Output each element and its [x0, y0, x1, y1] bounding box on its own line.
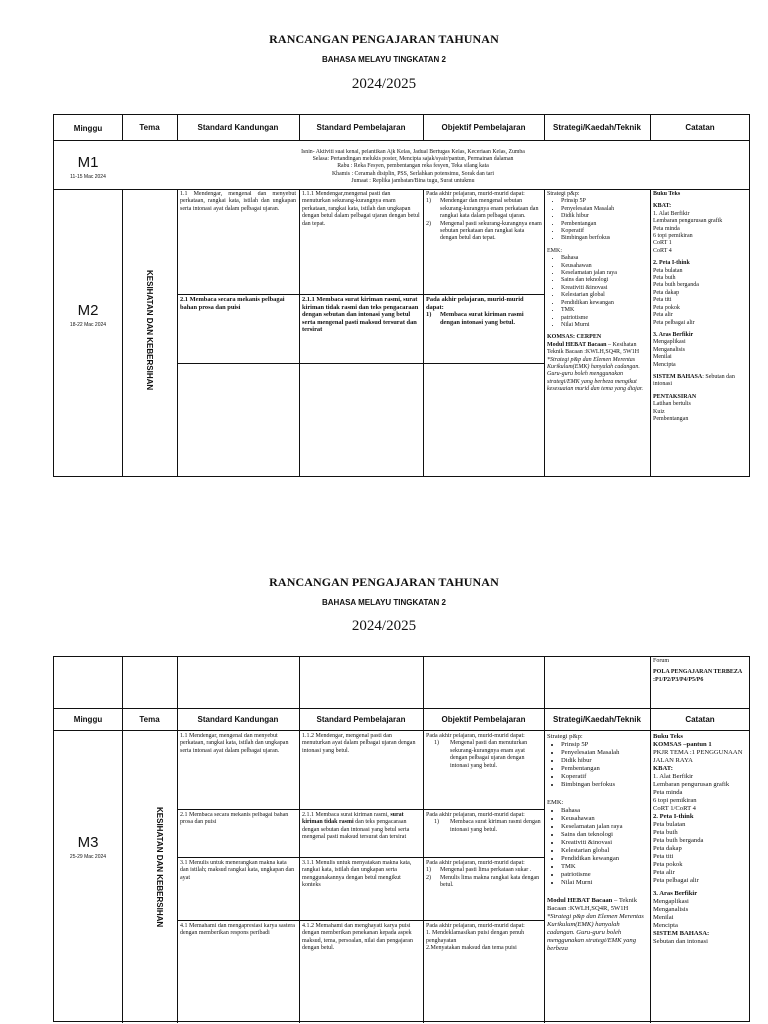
strategi-item: • Penyelesaian Masalah: [561, 749, 648, 757]
op-item: 1. Mendeklamasikan puisi dengan penuh penghayatan: [426, 930, 525, 944]
col-header-tema: Tema: [139, 123, 160, 132]
sistem-bahasa-label: SISTEM BAHASA:: [653, 930, 710, 937]
peta-item: Peta pokok: [653, 861, 683, 868]
op-intro: Pada akhir pelajaran, murid-murid dapat:: [426, 296, 524, 311]
col-header-catatan: Catatan: [685, 715, 715, 724]
m3-sk-2: 2.1 Membaca secara mekanis pelbagai bahan prosa dan puisi: [180, 812, 289, 826]
strategi-item: • Pembentangan: [561, 221, 648, 228]
emk-item: • Nilai Murni: [561, 322, 648, 329]
page-year: 2024/2025: [351, 76, 417, 92]
week-dates-m2: 18-22 Mac 2024: [69, 322, 107, 328]
emk-item: • Pendidikan kewangan: [561, 855, 648, 863]
m2-sp-2: 2.1.1 Membaca surat kiriman rasmi, surat kiriman tidak rasmi dan teks pengacaraan dengan sebutan dan intonasi yang betul serta mengenal pasti maksud tersurat dan tersirat: [302, 296, 419, 334]
peta-item: Peta bulatan: [653, 821, 686, 828]
modul-theme: – Kesihatan: [606, 341, 637, 348]
m3-catatan: [653, 733, 749, 1021]
col-header-standard-kandungan: Standard Kandungan: [197, 715, 279, 724]
m1-activity: Rabu : Reka Fesyen, pembentangan reka fesyen, Teka silang kata: [337, 163, 489, 170]
strategi-item: • Prinsip 5P: [561, 198, 648, 205]
m2-sk-2: 2.1 Membaca secara mekanis pelbagai bahan prosa dan puisi: [180, 296, 285, 311]
sp-text-bold: surat kiriman tidak rasmi: [302, 812, 404, 826]
peta-item: Peta alir: [653, 869, 675, 876]
op-item: Menulis lima makna rangkai kata dengan betul.: [440, 874, 540, 889]
page-subtitle: BAHASA MELAYU TINGKATAN 2: [321, 55, 446, 64]
strategi-item: • Didik hibur: [561, 757, 648, 765]
op-intro: Pada akhir pelajaran, murid-murid dapat:: [426, 860, 525, 866]
forum-text: Forum: [653, 658, 670, 664]
m2-op-1: Pada akhir pelajaran, murid-murid dapat: 1) Mendengar dan mengenal sebutan sekurang-kurangnya enam perkataan dan rangkai kata dalam pelbagai ujaran. 2) Mengenal pasti sekurang-kurangnya enam sebutan perkataan dan rangkai kata dengan betul dan tepat.: [426, 191, 542, 242]
strategi-item: • Pembentangan: [561, 765, 648, 773]
m3-op-3: Pada akhir pelajaran, murid-murid dapat: 1) Mengenal pasti lima perkataan sukar . 2) Menulis lima makna rangkai kata dengan betul.: [426, 860, 542, 890]
page-title: RANCANGAN PENGAJARAN TAHUNAN: [269, 575, 499, 589]
sistem-bahasa-label: SISTEM BAHASA: [653, 373, 703, 380]
m2-sk-1: 1.1 Mendengar, mengenal dan menyebut perkataan, rangkai kata, istilah dan ungkapan serta intonasi ayat dalam pelbagai ujaran.: [180, 191, 296, 212]
peta-item: Peta dakap: [653, 289, 680, 296]
peta-item: Peta buih: [653, 275, 676, 282]
kbat-item: Peta minda: [653, 225, 680, 232]
emk-item: • Kelestarian global: [561, 847, 648, 855]
col-header-strategi: Strategi/Kaedah/Teknik: [553, 123, 641, 132]
op-item: Membaca surat kiriman rasmi dengan intonasi yang betul.: [440, 311, 524, 326]
m3-sk-4: 4.1 Memahami dan mengapresiasi karya sastera dengan memberikan respons peribadi: [180, 923, 295, 937]
plan-table-2: [53, 656, 750, 1022]
emk-item: • Kreativiti &inovasi: [561, 839, 648, 847]
pentaksiran-item: Pembentangan: [653, 415, 689, 422]
m3-sk-3: 3.1 Menulis untuk menerangkan makna kata dan istilah; maksud rangkai kata, ungkapan dan ayat: [180, 860, 295, 881]
col-header-objektif: Objektif Pembelajaran: [441, 715, 526, 724]
aras-title: 3. Aras Berfikir: [653, 890, 698, 897]
aras-item: Menilai: [653, 914, 674, 921]
tema-label: KESIHATAN DAN KEBERSIHAN: [145, 270, 154, 391]
kbat-item: CoRT 4: [653, 247, 672, 254]
emk-item: • Keusahawan: [561, 815, 648, 823]
m1-activity: Khamis : Ceramah disiplin, PSS, Serlahkan potensimu, Sorak dan tari: [332, 170, 494, 177]
komsas-label: KOMSAS –pantun 1: [653, 741, 712, 748]
emk-item: • TMK: [561, 307, 648, 314]
aras-title: 3. Aras Berfikir: [653, 331, 694, 338]
col-header-standard-pembelajaran: Standard Pembelajaran: [316, 715, 406, 724]
strategi-note: *Strategi p&p dan Elemen Merentas Kurikulum(EMK) hanyalah cadangan. Guru-guru boleh menggunakan strategi/EMK yang berbeza: [547, 913, 644, 952]
aras-item: Mengaplikasi: [653, 898, 689, 905]
strategi-item: • Prinsip 5P: [561, 741, 648, 749]
peta-item: Peta titi: [653, 853, 674, 860]
m3-sp-3: 3.1.1 Menulis untuk menyatakan makna kata, rangkai kata, istilah dan ungkapan serta menggunakannya dengan betul mengikut konteks: [302, 860, 412, 889]
m1-activity: Selasa: Pertandingan melukis poster, Mencipta sajak/syair/pantun, Permainan dalaman: [312, 156, 514, 163]
m3-sp-1: 1.1.2 Mendengar, mengenal pasti dan menuturkan ayat dalam pelbagai ujaran dengan intonasi yang betul.: [302, 733, 416, 754]
sp-text: dan teks pengacaraan dengan sebutan dan intonasi yang betul serta mengenal pasti maksud tersurat dan tersirat: [302, 819, 410, 841]
emk-label: EMK:: [547, 799, 564, 806]
pentaksiran-item: Latihan bertulis: [653, 401, 691, 408]
emk-item: • TMK: [561, 863, 648, 871]
peta-item: Peta alir: [653, 312, 673, 319]
col-header-tema: Tema: [139, 715, 160, 724]
emk-item: • Bahasa: [561, 255, 648, 262]
op-item: Mendengar dan mengenal sebutan sekurang-kurangnya enam perkataan dan rangkai kata dalam pelbagai ujaran.: [440, 198, 539, 220]
peta-item: Peta buih berganda: [653, 837, 704, 844]
week-dates-m1: 11-15 Mac 2024: [70, 174, 106, 180]
peta-item: Peta dakap: [653, 845, 682, 852]
col-header-minggu: Minggu: [73, 715, 103, 724]
page-subtitle: BAHASA MELAYU TINGKATAN 2: [321, 598, 446, 607]
peta-title: 2. Peta I-think: [653, 260, 690, 267]
peta-title: 2. Peta I-think: [653, 813, 694, 820]
strategi-note: *Strategi p&p dan Elemen Merentas Kurikulum(EMK) hanyalah cadangan. Guru-guru boleh menggunakan strategi/EMK yang berbeza mengikut kesesuaian murid dan tema yang diajar.: [547, 356, 643, 393]
aras-item: Menilai: [653, 354, 672, 361]
kbat-item: CoRT 1: [653, 240, 672, 247]
page-title: RANCANGAN PENGAJARAN TAHUNAN: [269, 32, 499, 46]
kbat-item: 1. Alat Berfikir: [653, 210, 690, 217]
peta-item: Peta pelbagai alir: [653, 319, 695, 326]
emk-item: • Keselamatan jalan raya: [561, 823, 648, 831]
strategi-intro: Strategi p&p:: [547, 733, 583, 740]
teknik-bacaan: Bacaan :KWLH,SQ4R, 5W1H: [547, 905, 629, 912]
emk-item: • Sains dan teknologi: [561, 831, 648, 839]
strategi-item: • Koperatif: [561, 228, 648, 235]
emk-item: • patriotisme: [561, 871, 648, 879]
aras-item: Menganalisis: [653, 346, 685, 353]
tema-label: KESIHATAN DAN KEBERSIHAN: [155, 807, 164, 928]
m2-strategi: [547, 191, 648, 394]
col-header-catatan: Catatan: [685, 123, 715, 132]
aras-item: Mencipta: [653, 922, 678, 929]
emk-item: • Keselamatan jalan raya: [561, 270, 648, 277]
sistem-bahasa-value: : Sebutan dan intonasi: [653, 373, 735, 388]
emk-item: • Nilai Murni: [561, 879, 648, 887]
emk-label: EMK:: [547, 247, 562, 254]
op-intro: Pada akhir pelajaran, murid-murid dapat:: [426, 923, 525, 929]
strategi-item: • Bimbingan berfokus: [561, 235, 648, 242]
m3-op-1: Pada akhir pelajaran, murid-murid dapat: 1) Mengenal pasti dan menuturkan sekurang-kurangnya enam ayat dengan pelbagai ujaran dengan intonasi yang betul.: [426, 733, 542, 770]
modul-theme: – Teknik: [612, 897, 638, 904]
buku-teks: Buku Teks: [653, 733, 683, 740]
kbat-item: 6 topi pemikiran: [653, 233, 693, 240]
aras-item: Menganalisis: [653, 906, 689, 913]
emk-item: • Bahasa: [561, 807, 648, 815]
m3-sp-2: [302, 812, 420, 842]
teknik-bacaan: Teknik Bacaan :KWLH,SQ4R, 5W1H: [547, 349, 640, 356]
emk-item: • patriotisme: [561, 315, 648, 322]
op-item: Mengenal pasti lima perkataan sukar .: [440, 867, 532, 874]
m3-strategi: [547, 733, 648, 1021]
pkjr-label: PKJR TEMA :1 PENGGUNAAN JALAN RAYA: [653, 749, 743, 764]
op-item: Mengenal pasti dan menuturkan sekurang-kurangnya enam ayat dengan pelbagai ujaran dengan intonasi yang betul.: [450, 740, 528, 769]
peta-item: Peta buih: [653, 829, 678, 836]
week-label-m3: M3: [77, 834, 99, 851]
plan-table-1: [53, 114, 750, 477]
kbat-item: Peta minda: [653, 789, 683, 796]
op-item: Mengenal pasti sekurang-kurangnya enam sebutan perkataan dan rangkai kata dengan betul dan tepat.: [440, 220, 542, 242]
kbat-item: Lembaran pengurusan grafik: [653, 781, 730, 788]
week-label-m1: M1: [77, 154, 99, 171]
op-intro: Pada akhir pelajaran, murid-murid dapat:: [426, 191, 525, 197]
kbat-item: Lembaran pengurusan grafik: [653, 218, 723, 225]
modul-label: Modul HEBAT Bacaan: [547, 341, 607, 348]
op-item: Membaca surat kiriman rasmi dengan intonasi yang betul.: [450, 819, 541, 833]
m3-op-4: [426, 923, 542, 953]
pola-pengajaran: POLA PENGAJARAN TERBEZA :P1/P2/P3/P4/P5/P6: [653, 669, 742, 683]
sp-text: 2.1.1 Membaca surat kiriman rasmi,: [302, 812, 391, 818]
emk-item: • Kelestarian global: [561, 292, 648, 299]
op-intro: Pada akhir pelajaran, murid-murid dapat:: [426, 733, 525, 739]
pentaksiran-item: Kuiz: [653, 408, 665, 415]
kbat-item: 6 topi pemikiran: [653, 797, 697, 804]
kbat-label: KBAT:: [653, 203, 672, 210]
emk-item: • Keusahawan: [561, 263, 648, 270]
op-item: 2.Menyatakan maksud dan tema puisi: [426, 945, 517, 952]
komsas-label: KOMSAS: CERPEN: [547, 334, 602, 341]
peta-item: Peta pokok: [653, 304, 680, 311]
week-dates-m3: 25-29 Mac 2024: [69, 854, 107, 860]
peta-item: Peta pelbagai alir: [653, 877, 699, 884]
buku-teks: Buku Teks: [653, 191, 681, 197]
m2-op-2: Pada akhir pelajaran, murid-murid dapat: 1) Membaca surat kiriman rasmi dengan intonasi yang betul.: [426, 296, 542, 326]
m1-activities: [177, 149, 649, 185]
kbat-item: 1. Alat Berfikir: [653, 773, 694, 780]
m3-sp-4: 4.1.2 Memahami dan menghayati karya puisi dengan memberikan penekanan kepada aspek maksud, tema, persoalan, nilai dan pengajaran dengan betul.: [302, 923, 413, 952]
emk-item: • Pendidikan kewangan: [561, 300, 648, 307]
peta-item: Peta titi: [653, 297, 672, 304]
m3-sk-1: 1.1 Mendengar, mengenal dan menyebut perkataan, rangkai kata, istilah dan ungkapan serta intonasi ayat dalam pelbagai ujaran.: [180, 733, 289, 754]
m1-activity: Isnin- Aktiviti suai kenal, pelantikan Ajk Kelas, Jadual Bertugas Kelas, Keceriaan Kelas, Zumba: [301, 149, 525, 155]
aras-item: Mencipta: [653, 361, 676, 368]
m2-catatan: [653, 191, 749, 475]
aras-item: Mengaplikasi: [653, 339, 686, 346]
kbat-label: KBAT:: [653, 765, 673, 772]
m2-sp-1: 1.1.1 Mendengar,mengenal pasti dan menuturkan sekurang-kurangnya enam perkataan, rangkai kata, istilah dan ungkapan dengan betul dalam pelbagai ujaran dengan betul dan tepat.: [302, 191, 420, 227]
week-label-m2: M2: [77, 302, 99, 319]
col-header-minggu: Minggu: [73, 124, 103, 133]
peta-item: Peta buih berganda: [653, 282, 699, 289]
modul-label: Modul HEBAT Bacaan: [547, 897, 613, 904]
m3-top-catatan: [653, 658, 749, 684]
col-header-standard-kandungan: Standard Kandungan: [197, 123, 279, 132]
strategi-item: • Didik hibur: [561, 213, 648, 220]
strategi-item: • Penyelesaian Masalah: [561, 206, 648, 213]
m3-op-2: Pada akhir pelajaran, murid-murid dapat: 1) Membaca surat kiriman rasmi dengan intonasi yang betul.: [426, 812, 541, 833]
col-header-standard-pembelajaran: Standard Pembelajaran: [316, 123, 406, 132]
col-header-strategi: Strategi/Kaedah/Teknik: [553, 715, 641, 724]
op-intro: Pada akhir pelajaran, murid-murid dapat:: [426, 812, 525, 818]
emk-item: • Sains dan teknologi: [561, 277, 648, 284]
kbat-item: CoRT 1/CoRT 4: [653, 805, 696, 812]
col-header-objektif: Objektif Pembelajaran: [441, 123, 526, 132]
page-year: 2024/2025: [351, 618, 417, 634]
sistem-bahasa-value: Sebutan dan intonasi: [653, 938, 708, 945]
pentaksiran-label: PENTAKSIRAN: [653, 393, 697, 400]
strategi-intro: Strategi p&p:: [547, 191, 580, 197]
peta-item: Peta bulatan: [653, 267, 683, 274]
m1-activity: Jumaat : Replika jambatan/Bina tugu, Surat untukmu: [351, 177, 475, 184]
strategi-item: • Bimbingan berfokus: [561, 781, 648, 789]
strategi-item: • Koperatif: [561, 773, 648, 781]
emk-item: • Kreativiti &inovasi: [561, 285, 648, 292]
